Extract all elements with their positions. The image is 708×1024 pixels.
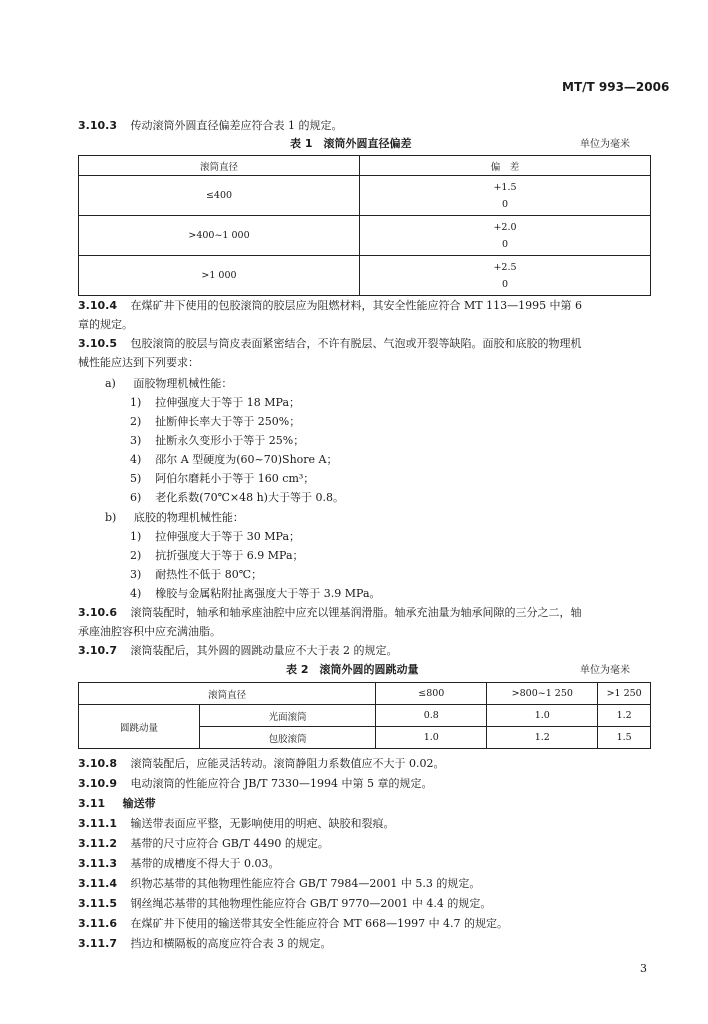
clause-number: 3.10.5 [78,337,117,350]
list-label: b) [105,511,117,524]
list-title: 底胶的物理机械性能： [133,511,244,524]
table1-title: 表 1 滚筒外圆直径偏差 [290,137,412,150]
table2-header-col: ≤800 [376,683,487,705]
list-item: 3) 扯断永久变形小于等于 25%； [130,434,305,447]
table-row [79,705,651,727]
clause-number: 3.11.3 [78,857,117,870]
clause-3-10-4 [78,299,582,313]
table1-cell-upper: +2.5 [493,261,517,273]
section-3-11 [78,797,156,811]
clause-3-11-7 [78,937,331,951]
section-title: 输送带 [122,797,156,810]
clause-number: 3.11.7 [78,937,117,950]
list-item: 4) 邵尔 A 型硬度为(60~70)Shore A； [130,453,338,466]
table1-cell-lower: 0 [501,278,509,290]
table-row [79,216,651,256]
clause-3-11-4 [78,877,480,891]
clause-text: 输送带表面应平整，无影响使用的明疤、缺胶和裂痕。 [130,817,395,830]
clause-3-10-6 [78,606,581,620]
table1-cell-lower: 0 [501,238,509,250]
list-item: 1) 拉伸强度大于等于 30 MPa； [130,530,301,543]
clause-number: 3.10.8 [78,757,117,770]
table2-cell: 0.8 [376,705,487,727]
table2-row-label: 包胶滚筒 [200,727,376,749]
clause-number: 3.10.7 [78,644,117,657]
table2 [78,682,651,749]
list-item: 2) 抗折强度大于等于 6.9 MPa； [130,549,304,562]
table1-cell-lower: 0 [501,198,509,210]
clause-number: 3.11.2 [78,837,117,850]
table1-unit: 单位为毫米 [580,139,630,150]
clause-text: 基带的尺寸应符合 GB/T 4490 的规定。 [130,837,329,850]
list-item: 2) 扯断伸长率大于等于 250%； [130,415,301,428]
table1-header-diameter: 滚筒直径 [79,156,360,176]
clause-number: 3.11.6 [78,917,117,930]
clause-text: 滚筒装配后，应能灵活转动。滚筒静阻力系数值应不大于 0.02。 [130,757,445,770]
list-item: 6) 老化系数(70℃×48 h)大于等于 0.8。 [130,491,344,504]
table2-row-group: 圆跳动量 [79,705,200,749]
list-a-heading [105,377,232,391]
table2-title: 表 2 滚筒外圆的圆跳动量 [286,663,419,676]
table2-cell: 1.0 [376,727,487,749]
clause-3-11-6 [78,917,508,931]
clause-text-line1: 在煤矿井下使用的包胶滚筒的胶层应为阻燃材料，其安全性能应符合 MT 113—1995 中第 6 [130,299,583,312]
table1-cell-upper: +2.0 [493,221,517,233]
clause-text: 基带的成槽度不得大于 0.03。 [130,857,280,870]
list-b-heading [105,511,244,525]
clause-3-10-7 [78,644,397,658]
table2-cell: 1.0 [487,705,598,727]
list-item: 3) 耐热性不低于 80℃； [130,568,263,581]
document-code: MT/T 993—2006 [562,80,670,94]
clause-text: 传动滚筒外圆直径偏差应符合表 1 的规定。 [130,119,343,132]
clause-text-line1: 包胶滚筒的胶层与筒皮表面紧密结合，不许有脱层、气泡或开裂等缺陷。面胶和底胶的物理机 [130,337,582,350]
clause-text: 在煤矿井下使用的输送带其安全性能应符合 MT 668—1997 中 4.7 的规定。 [130,917,509,930]
clause-number: 3.10.4 [78,299,117,312]
clause-3-10-8 [78,757,444,771]
list-item: 5) 阿伯尔磨耗小于等于 160 cm³； [130,472,315,485]
clause-3-10-9 [78,777,433,791]
clause-3-10-5 [78,337,581,351]
clause-number: 3.11.4 [78,877,117,890]
clause-text-line2: 章的规定。 [78,318,133,331]
clause-text-line2: 械性能应达到下列要求： [78,356,199,369]
clause-text: 滚筒装配后，其外圆的圆跳动量应不大于表 2 的规定。 [130,644,398,657]
table1 [78,155,651,296]
table1-header-deviation: 偏 差 [360,156,651,176]
table1-cell-upper: +1.5 [493,181,517,193]
table1-cell-diameter: >1 000 [79,256,360,296]
clause-text: 挡边和横隔板的高度应符合表 3 的规定。 [130,937,332,950]
table2-cell: 1.2 [598,705,651,727]
page-number: 3 [640,962,647,975]
list-item: 1) 拉伸强度大于等于 18 MPa； [130,396,301,409]
table2-row-label: 光面滚筒 [200,705,376,727]
list-label: a) [105,377,116,390]
table2-cell: 1.5 [598,727,651,749]
list-item: 4) 橡胶与金属粘附扯离强度大于等于 3.9 MPa。 [130,587,381,600]
table2-unit: 单位为毫米 [580,665,630,676]
table2-cell: 1.2 [487,727,598,749]
clause-3-11-1 [78,817,394,831]
table-row [79,176,651,216]
table2-header-col: >1 250 [598,683,651,705]
clause-number: 3.10.9 [78,777,117,790]
clause-number: 3.10.3 [78,119,117,132]
table2-header-col: >800~1 250 [487,683,598,705]
table2-header-diameter: 滚筒直径 [79,683,376,705]
table1-cell-diameter: >400~1 000 [79,216,360,256]
clause-text-line2: 承座油腔容积中应充满油脂。 [78,625,221,638]
table-row [79,256,651,296]
clause-number: 3.11.1 [78,817,117,830]
clause-text: 织物芯基带的其他物理性能应符合 GB/T 7984—2001 中 5.3 的规定。 [130,877,481,890]
clause-3-11-2 [78,837,329,851]
clause-text: 电动滚筒的性能应符合 JB/T 7330—1994 中第 5 章的规定。 [130,777,433,790]
section-number: 3.11 [78,797,106,810]
clause-number: 3.11.5 [78,897,117,910]
clause-3-11-5 [78,897,491,911]
list-title: 面胶物理机械性能： [133,377,233,390]
clause-3-10-3 [78,119,342,133]
clause-text-line1: 滚筒装配时，轴承和轴承座油腔中应充以锂基润滑脂。轴承充油量为轴承间隙的三分之二，轴 [130,606,582,619]
clause-text: 钢丝绳芯基带的其他物理性能应符合 GB/T 9770—2001 中 4.4 的规定。 [130,897,492,910]
clause-3-11-3 [78,857,279,871]
clause-number: 3.10.6 [78,606,117,619]
table1-cell-diameter: ≤400 [79,176,360,216]
